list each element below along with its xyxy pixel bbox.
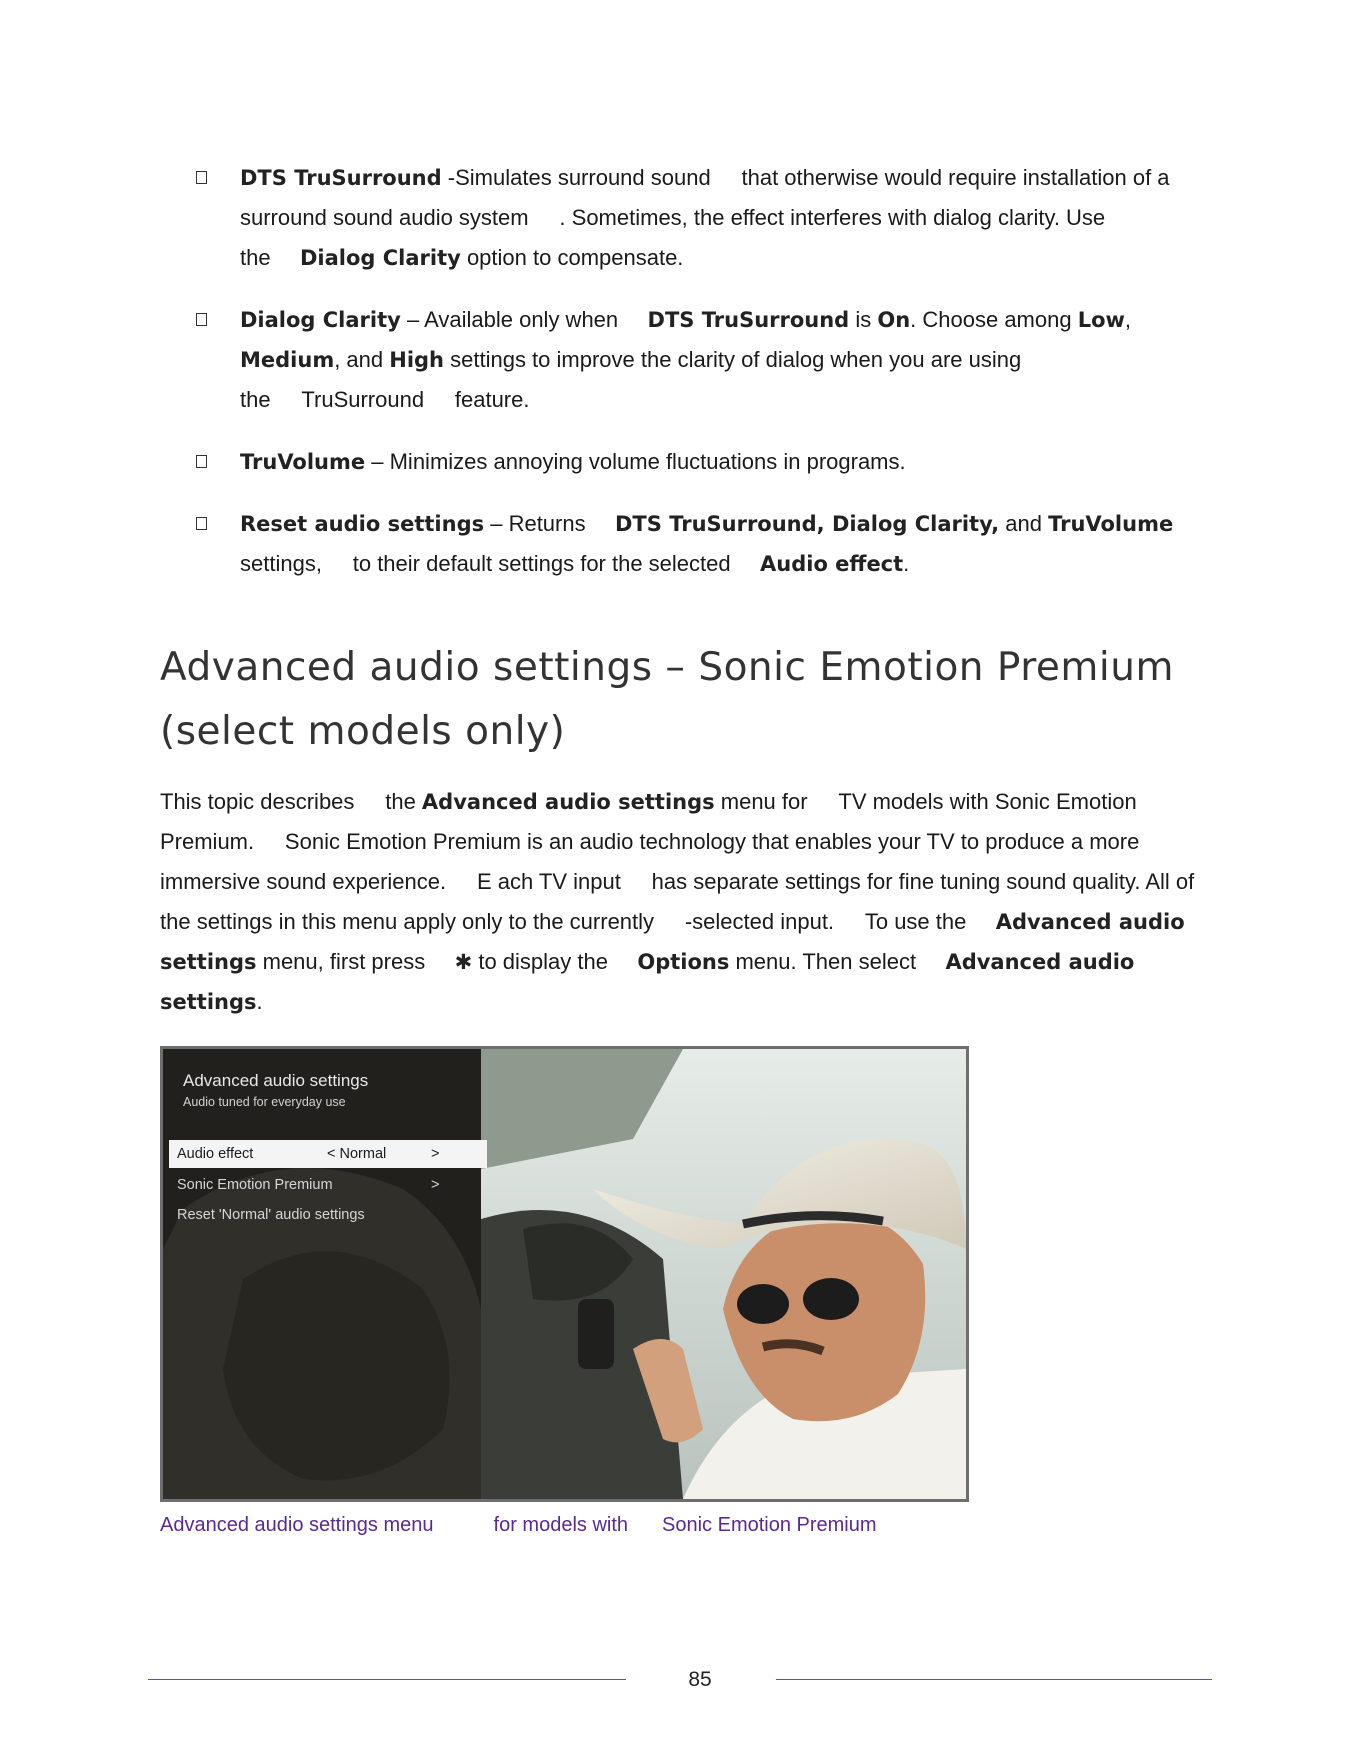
text-run: menu, first press <box>256 949 426 974</box>
bold-term: DTS TruSurround <box>647 308 850 332</box>
row-label: Reset 'Normal' audio settings <box>177 1207 365 1223</box>
tv-menu-row-reset <box>169 1201 487 1229</box>
bullet-list <box>196 158 1196 606</box>
bold-term: Medium <box>240 348 335 372</box>
text-run: To use the <box>864 909 967 934</box>
text-run: , and <box>334 347 390 372</box>
bold-term: Audio effect <box>760 552 904 576</box>
text-run: settings, <box>240 551 322 576</box>
footer-rule-left <box>148 1679 626 1680</box>
bold-term: Options <box>637 950 730 974</box>
section-heading: Advanced audio settings – Sonic Emotion Premium (select models only) <box>160 645 1174 754</box>
tv-menu-row-audio-effect <box>169 1140 487 1168</box>
text-run: TruSurround <box>301 387 425 412</box>
text-run: and <box>999 511 1049 536</box>
bullet-reset-audio-settings <box>196 504 1196 584</box>
text-run: -selected input. <box>684 909 835 934</box>
text-run: – Available only when <box>400 307 619 332</box>
text-run: TV models with Sonic Emotion Premium. <box>160 789 1137 854</box>
row-label: Audio effect <box>177 1146 254 1162</box>
text-run: feature. <box>454 387 530 412</box>
bold-term: Reset audio settings <box>240 512 485 536</box>
bold-term: TruVolume <box>240 450 366 474</box>
chevron-right-icon: > <box>431 1177 440 1193</box>
page-number: 85 <box>688 1668 712 1691</box>
footer-rule-right <box>776 1679 1212 1680</box>
caption-part: Sonic Emotion Premium <box>662 1514 877 1536</box>
text-run: is <box>849 307 878 332</box>
text-run: option to compensate. <box>460 245 684 270</box>
bold-term: ✱ <box>454 950 473 974</box>
bold-term: Advanced audio settings <box>421 790 715 814</box>
chevron-right-icon: > <box>431 1146 440 1162</box>
text-run: – Minimizes annoying volume fluctuations in programs. <box>365 449 906 474</box>
text-run: . <box>256 989 263 1014</box>
caption-part: Advanced audio settings menu <box>160 1514 434 1536</box>
text-run: menu. Then select <box>729 949 917 974</box>
tv-screenshot <box>160 1046 969 1502</box>
text-run: that otherwise would require installation of a surround sound audio system <box>240 165 1170 230</box>
text-run: the <box>385 789 422 814</box>
bullet-box-icon <box>196 517 207 530</box>
bold-term: Dialog Clarity <box>299 246 461 270</box>
text-run: – Returns <box>484 511 586 536</box>
text-run: has separate settings for fine tuning sound quality. All of the settings in this menu apply only to the currently <box>160 869 1195 934</box>
bullet-truvolume <box>196 442 1196 482</box>
tv-menu-title: Advanced audio settings <box>183 1071 369 1090</box>
bold-term: Advanced audio settings <box>160 950 1135 1014</box>
bold-term: Dialog Clarity <box>240 308 401 332</box>
bold-term: Advanced audio settings <box>160 910 1185 974</box>
text-run: E ach TV input <box>476 869 621 894</box>
bold-term: DTS TruSurround <box>240 166 442 190</box>
row-label: Sonic Emotion Premium <box>177 1177 333 1193</box>
bullet-box-icon <box>196 455 207 468</box>
text-run: -Simulates surround sound <box>441 165 711 190</box>
text-run: menu for <box>714 789 808 814</box>
text-run: to display the <box>472 949 608 974</box>
tv-menu-row-sonic-emotion <box>169 1171 487 1199</box>
tv-settings-menu <box>163 1049 481 1499</box>
text-run: . Choose among <box>910 307 1078 332</box>
text-run: Sonic Emotion Premium is an audio technology that enables your TV to produce a more immersive sound experience. <box>160 829 1140 894</box>
bold-term: Low <box>1077 308 1125 332</box>
text-run: . Sometimes, the effect interferes with dialog clarity. Use the <box>240 205 1106 270</box>
text-run: to their default settings for the selected <box>352 551 731 576</box>
text-run: , <box>1124 307 1132 332</box>
bullet-dialog-clarity <box>196 300 1196 420</box>
figure-caption <box>160 1510 877 1540</box>
bold-term: TruVolume <box>1048 512 1174 536</box>
bold-term: High <box>389 348 445 372</box>
tv-menu-subtitle: Audio tuned for everyday use <box>183 1095 346 1109</box>
intro-paragraph <box>160 782 1200 1022</box>
caption-part: for models with <box>493 1514 629 1536</box>
bullet-box-icon <box>196 171 207 184</box>
bullet-dts-trusurround <box>196 158 1196 278</box>
bold-term: On <box>877 308 911 332</box>
text-run: This topic describes <box>160 789 355 814</box>
bold-term: DTS TruSurround, Dialog Clarity, <box>615 512 1000 536</box>
text-run: . <box>903 551 910 576</box>
text-run: settings to improve the clarity of dialog when you are using the <box>240 347 1022 412</box>
bullet-box-icon <box>196 313 207 326</box>
row-value: < Normal <box>327 1146 387 1162</box>
